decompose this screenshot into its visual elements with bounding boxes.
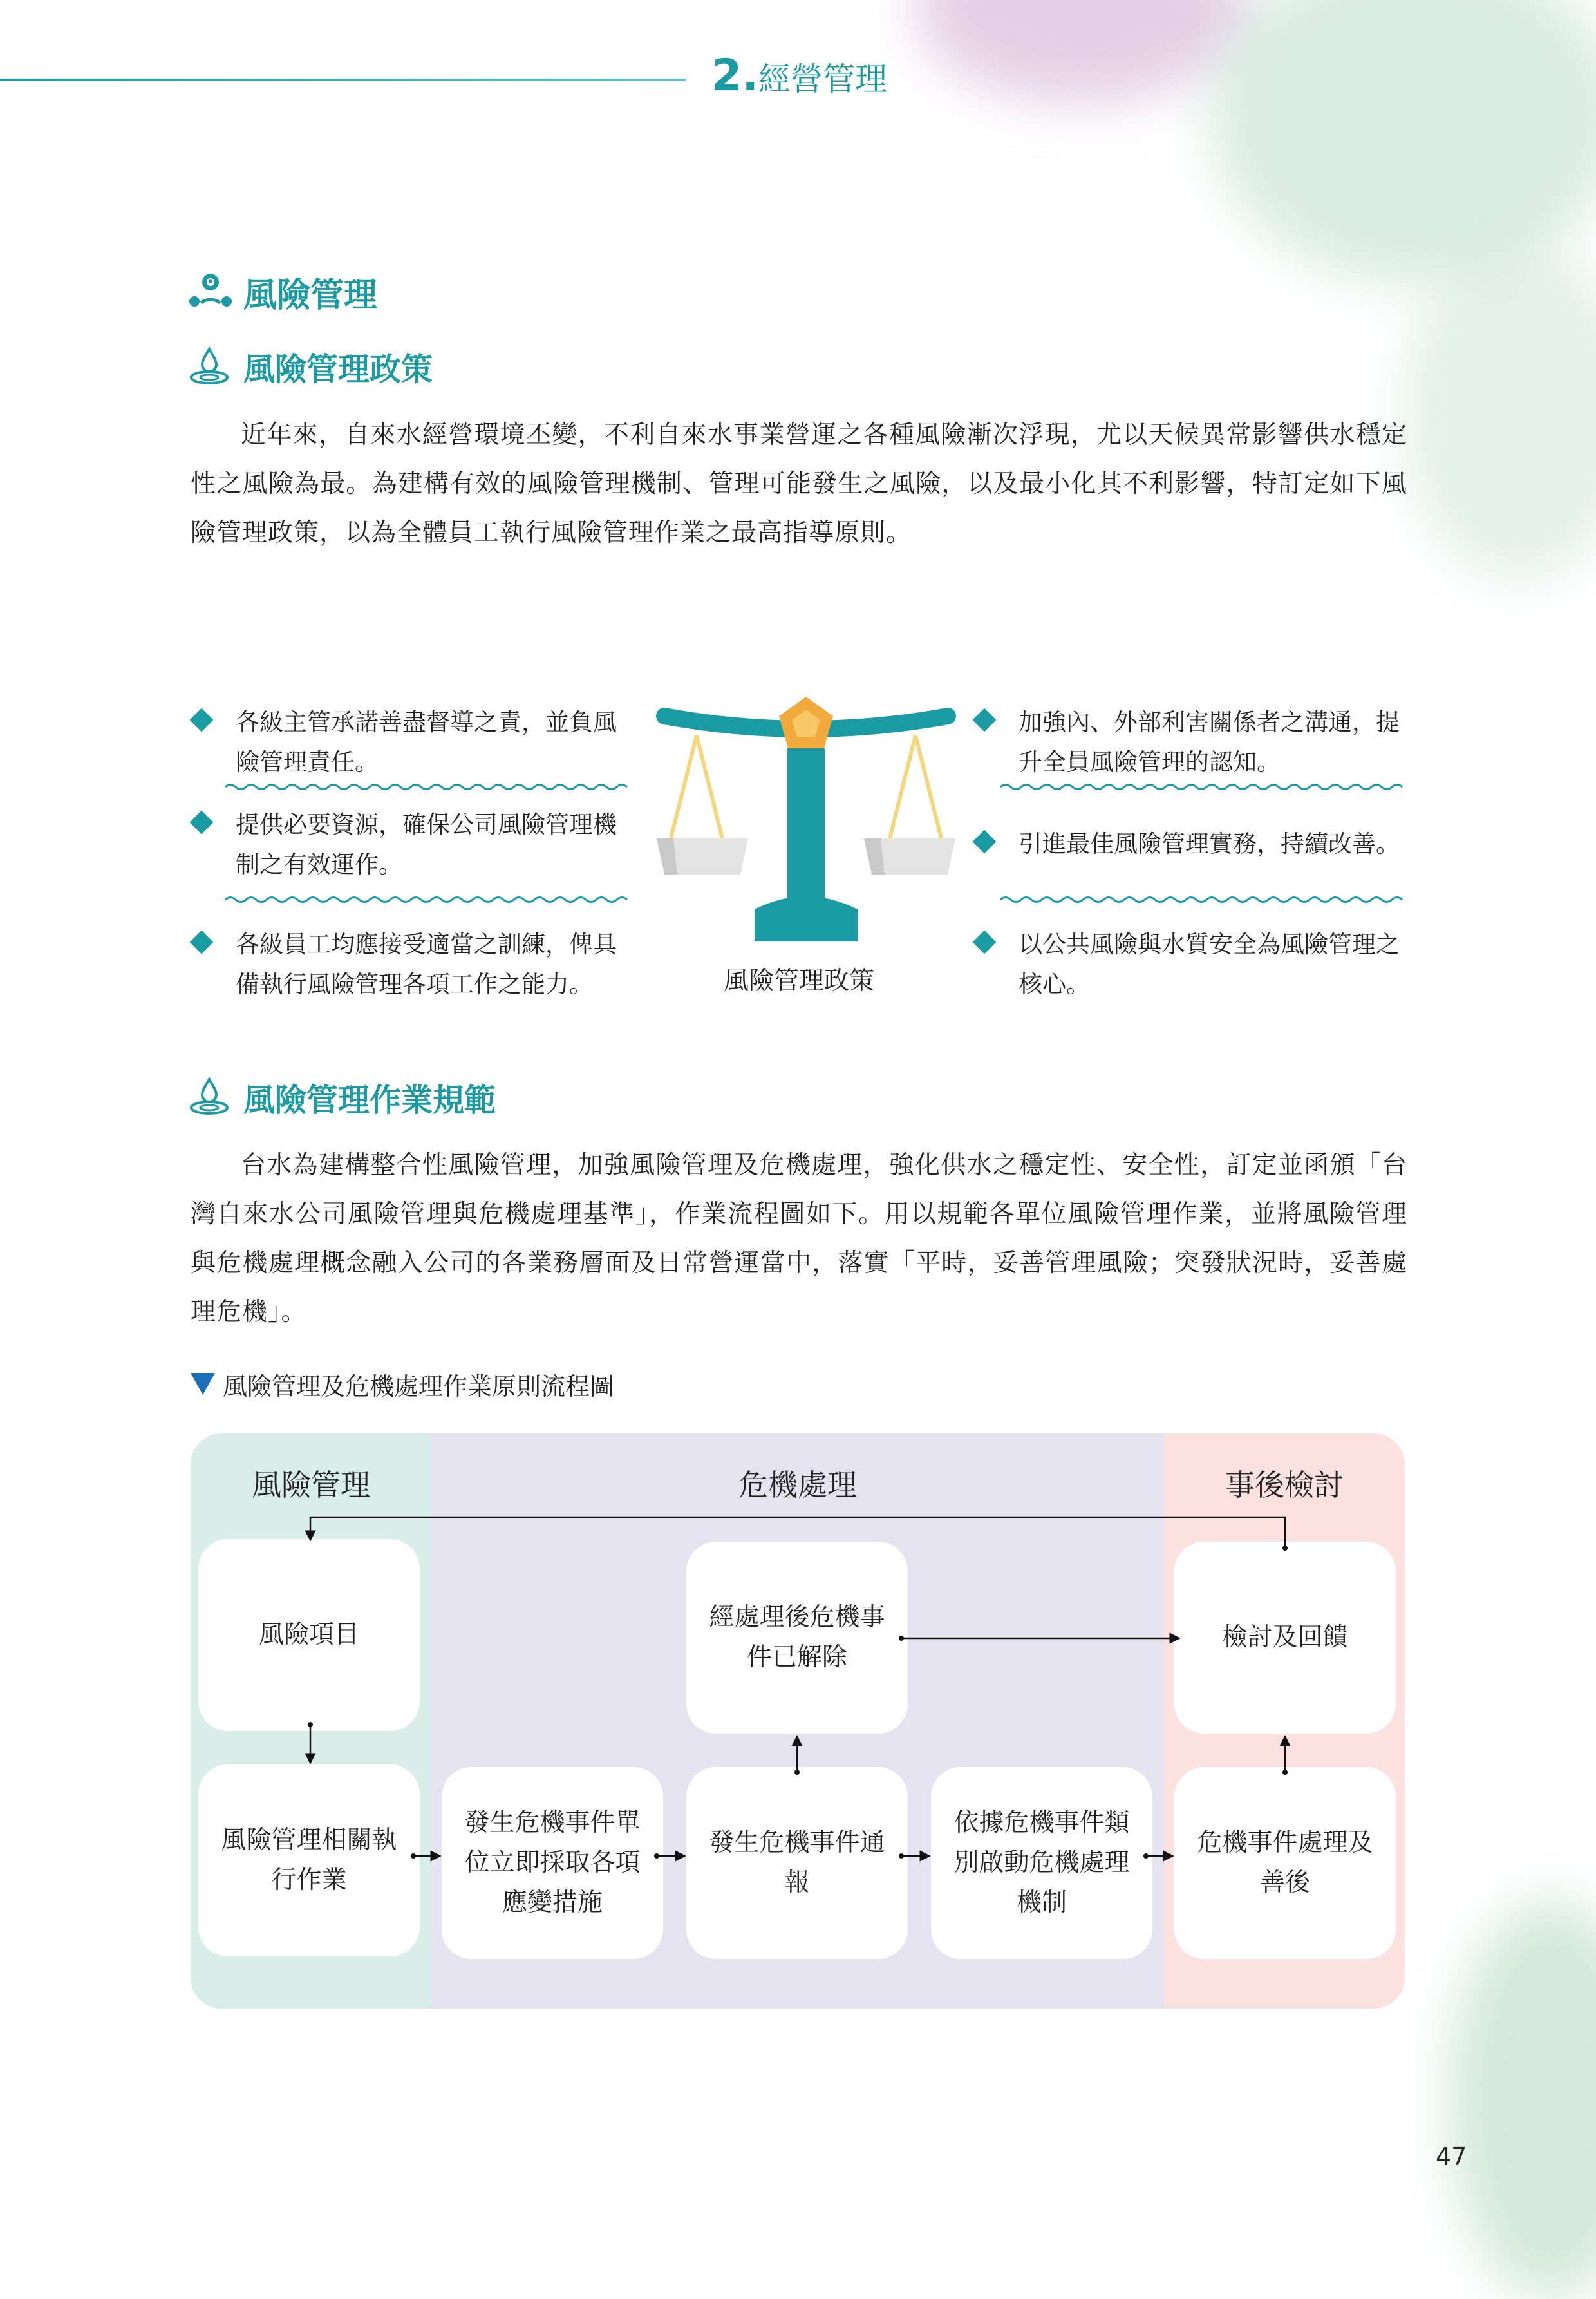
chapter-title: 經營管理 [758,61,888,98]
policy-item-line: 核心。 [1019,970,1090,998]
water-drop-icon [188,346,230,386]
watercolor-decoration [914,0,1249,103]
policy-item-line: 升全員風險管理的認知。 [1019,748,1281,776]
policy-item-line: 險管理責任。 [236,748,379,776]
watercolor-decoration [1449,1900,1596,2299]
policy-item-right-1 [976,703,1427,782]
people-network-icon [188,270,233,309]
diamond-bullet-icon [973,931,997,954]
scale-caption: 風險管理政策 [724,967,875,996]
policy-item-line: 各級主管承諾善盡督導之責，並負風 [236,708,617,736]
policy-item-line: 引進最佳風險管理實務，持續改善。 [1019,830,1400,858]
policy-item-left-1 [193,703,644,782]
wave-divider [1000,895,1407,904]
chapter-number: 2. [711,50,759,101]
policy-item-line: 制之有效運作。 [236,851,402,878]
diamond-bullet-icon [190,811,214,835]
operations-paragraph: 台水為建構整合性風險管理，加強風險管理及危機處理，強化供水之穩定性、安全性，訂定並函頒「台灣自來水公司風險管理與危機處理基準」，作業流程圖如下。用以規範各單位風險管理作業，並將風險管理與危機處理概念融入公司的各業務層面及日常營運當中，落實「平時，妥善管理風險；突發狀況時，妥善處理危機」。 [191,1151,1407,1327]
diamond-bullet-icon [190,708,214,732]
box-aftermath: 危機事件處理及善後 [1174,1767,1396,1959]
chapter-header [711,50,887,101]
flowchart-caption: 風險管理及危機處理作業原則流程圖 [223,1372,615,1401]
water-drop-icon [188,1077,230,1117]
page-number: 47 [1436,2143,1467,2171]
wave-divider [225,782,632,791]
policy-item-left-3 [193,925,644,1005]
box-review-feedback: 檢討及回饋 [1174,1542,1396,1734]
policy-paragraph: 近年來，自來水經營環境丕變，不利自來水事業營運之各種風險漸次浮現，尤以天候異常影響供水穩定性之風險為最。為建構有效的風險管理機制、管理可能發生之風險，以及最小化其不利影響，特訂定如下風險管理政策，以為全體員工執行風險管理作業之最高指導原則。 [191,421,1407,547]
policy-item-line: 加強內、外部利害關係者之溝通，提 [1019,708,1400,736]
policy-item-line: 各級員工均應接受適當之訓練，俾具 [236,931,617,958]
lane-title: 風險管理 [252,1468,370,1502]
diamond-bullet-icon [973,708,997,732]
diamond-bullet-icon [973,830,997,854]
policy-item-line: 備執行風險管理各項工作之能力。 [236,970,593,998]
operations-heading: 風險管理作業規範 [243,1082,496,1119]
wave-divider [225,895,632,904]
box-risk-execution: 風險管理相關執行作業 [198,1764,420,1956]
watercolor-decoration [1210,0,1596,283]
balance-scale-icon [652,690,961,954]
box-activate-mechanism: 依據危機事件類別啟動危機處理機制 [931,1767,1152,1959]
triangle-down-icon [191,1373,215,1395]
policy-item-right-2 [976,824,1427,864]
policy-item-left-2 [193,805,644,885]
policy-item-line: 以公共風險與水質安全為風險管理之 [1019,931,1400,958]
section-title: 風險管理 [243,276,378,315]
watercolor-decoration [1404,245,1596,580]
box-risk-items: 風險項目 [198,1539,420,1731]
header-rule [0,79,686,81]
policy-item-line: 提供必要資源，確保公司風險管理機 [236,811,617,838]
lane-title: 危機處理 [738,1468,857,1502]
diamond-bullet-icon [190,931,214,954]
box-crisis-report: 發生危機事件通報 [686,1767,908,1959]
box-crisis-resolved: 經處理後危機事件已解除 [686,1542,908,1734]
wave-divider [1000,782,1407,791]
policy-item-right-3 [976,925,1427,1005]
policy-heading: 風險管理政策 [243,351,433,388]
lane-title: 事後檢討 [1225,1468,1344,1502]
box-immediate-response: 發生危機事件單位立即採取各項應變措施 [442,1767,663,1959]
